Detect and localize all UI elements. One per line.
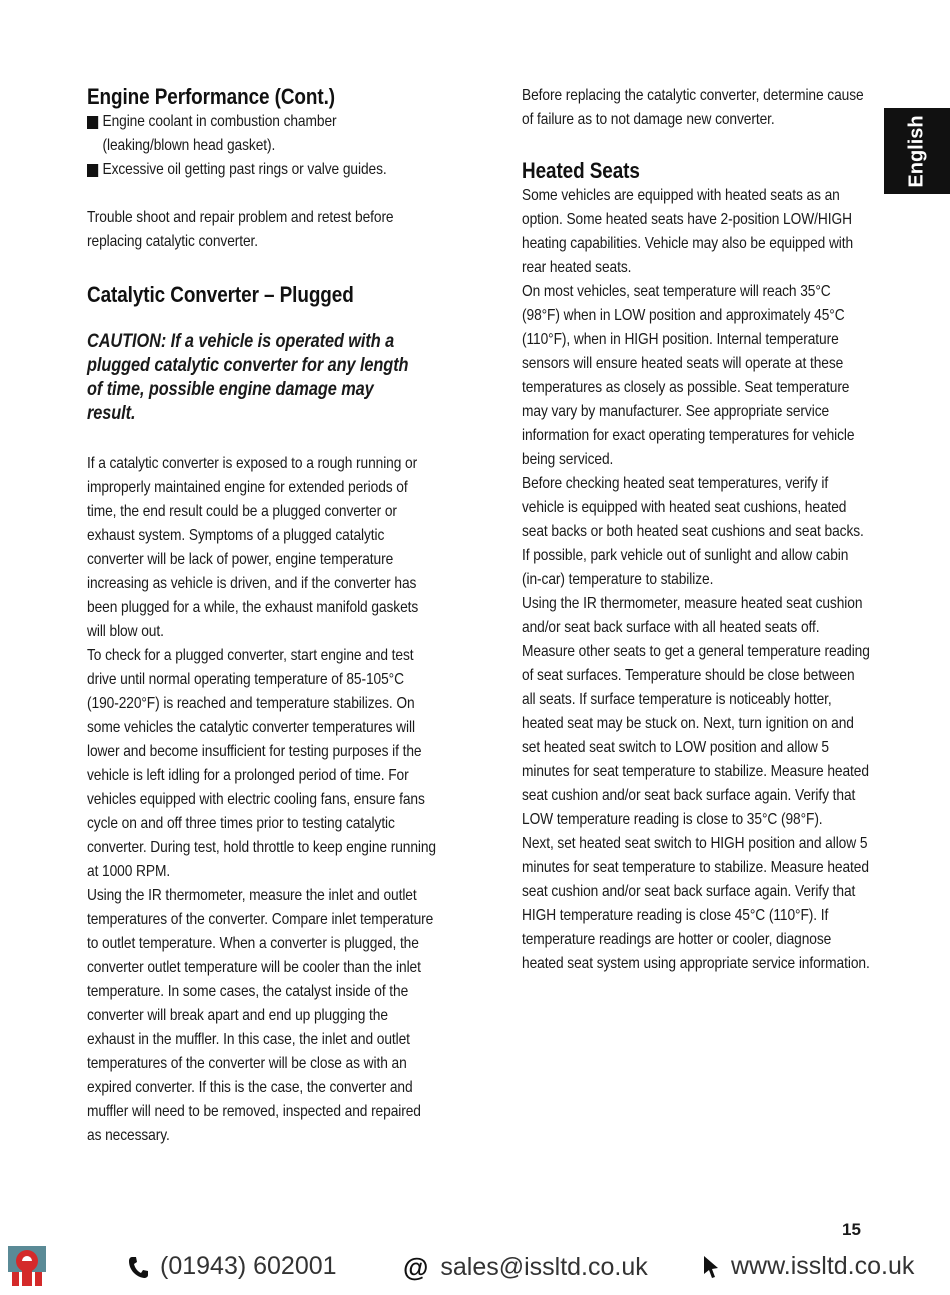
cursor-icon — [703, 1255, 719, 1279]
page-number: 15 — [842, 1220, 861, 1239]
bullet-item: Excessive oil getting past rings or valve guides. — [87, 158, 436, 182]
paragraph: Some vehicles are equipped with heated seats as an option. Some heated seats have 2-position LOW/HIGH heating capabilities. Vehicle may also be equipped with rear heated seats. — [522, 187, 854, 276]
language-tab — [884, 108, 950, 194]
left-column — [87, 84, 437, 1148]
footer-email[interactable] — [403, 1252, 648, 1283]
paragraph: If a catalytic converter is exposed to a rough running or improperly maintained engine for extended periods of time, the end result could be a plugged converter or exhaust system. Symptoms of a plugged catalytic converter will be lack of power, engine temperature increasing as vehicle is driven, and if the converter has been plugged for a while, the exhaust manifold gaskets will blow out. — [87, 455, 419, 640]
footer-website[interactable] — [703, 1252, 914, 1281]
heading-engine-performance: Engine Performance (Cont.) — [87, 84, 335, 109]
language-label: English — [905, 114, 928, 188]
phone-number: (01943) 602001 — [160, 1252, 337, 1280]
right-column — [522, 84, 870, 976]
email-address: sales@issltd.co.uk — [440, 1253, 648, 1281]
paragraph: To check for a plugged converter, start engine and test drive until normal operating temperature of 85-105°C (190-220°F) is reached and temperature stabilizes. On some vehicles the catalytic converter temperatures will lower and become insufficient for testing purposes if the vehicle is left idling for a prolonged period of time. For vehicles equipped with electric cooling fans, ensure fans cycle on and off three times prior to testing catalytic converter. During test, hold throttle to keep engine running at 1000 RPM. — [87, 647, 437, 880]
heading-catalytic-converter: Catalytic Converter – Plugged — [87, 282, 354, 307]
paragraph: Using the IR thermometer, measure heated seat cushion and/or seat back surface with all heated seats off. Measure other seats to get a general temperature reading of seat surfaces. Temperature should be close between all seats. If surface temperature is noticeably hotter, heated seat may be stuck on. Next, turn ignition on and set heated seat switch to LOW position and allow 5 minutes for seat temperature to stabilize. Measure heated seat cushion and/or seat back surface again. Verify that LOW temperature reading is close to 35°C (98°F). — [522, 595, 870, 828]
footer-phone[interactable] — [128, 1252, 337, 1281]
caution-text: CAUTION: If a vehicle is operated with a plugged catalytic converter for any length of time, possible engine damage may result. — [87, 331, 409, 424]
paragraph: Using the IR thermometer, measure the inlet and outlet temperatures of the converter. Compare inlet temperature to outlet temperature. When a converter is plugged, the converter outlet temperature will be cooler than the inlet temperature. In some cases, the catalyst inside of the converter will break apart and end up plugging the exhaust in the muffler. In this case, the inlet and outlet temperatures of the converter will be close as with an expired converter. If this is the case, the converter and muffler will need to be removed, inspected and repaired as necessary. — [87, 887, 434, 1144]
paragraph: On most vehicles, seat temperature will reach 35°C (98°F) when in LOW position and approximately 45°C (110°F), when in HIGH position. Internal temperature sensors will ensure heated seats will operate at these temperatures as closely as possible. Seat temperature may vary by manufacturer. See appropriate service information for exact operating temperatures for vehicle being serviced. — [522, 283, 855, 468]
footer — [0, 1246, 950, 1292]
at-icon: @ — [403, 1252, 429, 1282]
phone-icon — [128, 1256, 148, 1278]
paragraph: Next, set heated seat switch to HIGH position and allow 5 minutes for seat temperature to stabilize. Measure heated seat cushion and/or seat back surface again. Verify that HIGH temperature reading is close 45°C (110°F). If temperature readings are hotter or cooler, diagnose heated seat system using appropriate service information. — [522, 835, 870, 972]
bullet-item: Engine coolant in combustion chamber (leaking/blown head gasket). — [87, 110, 436, 158]
website-url: www.issltd.co.uk — [731, 1252, 915, 1280]
bullet-list — [87, 110, 436, 182]
heading-heated-seats: Heated Seats — [522, 158, 640, 183]
paragraph: Trouble shoot and repair problem and retest before replacing catalytic converter. — [87, 209, 394, 250]
paragraph: Before checking heated seat temperatures, verify if vehicle is equipped with heated seat cushions, heated seat backs or both heated seat cushions and seat backs. If possible, park vehicle out of sunlight and allow cabin (in-car) temperature to stabilize. — [522, 475, 864, 588]
paragraph: Before replacing the catalytic converter, determine cause of failure as to not damage new converter. — [522, 87, 864, 128]
